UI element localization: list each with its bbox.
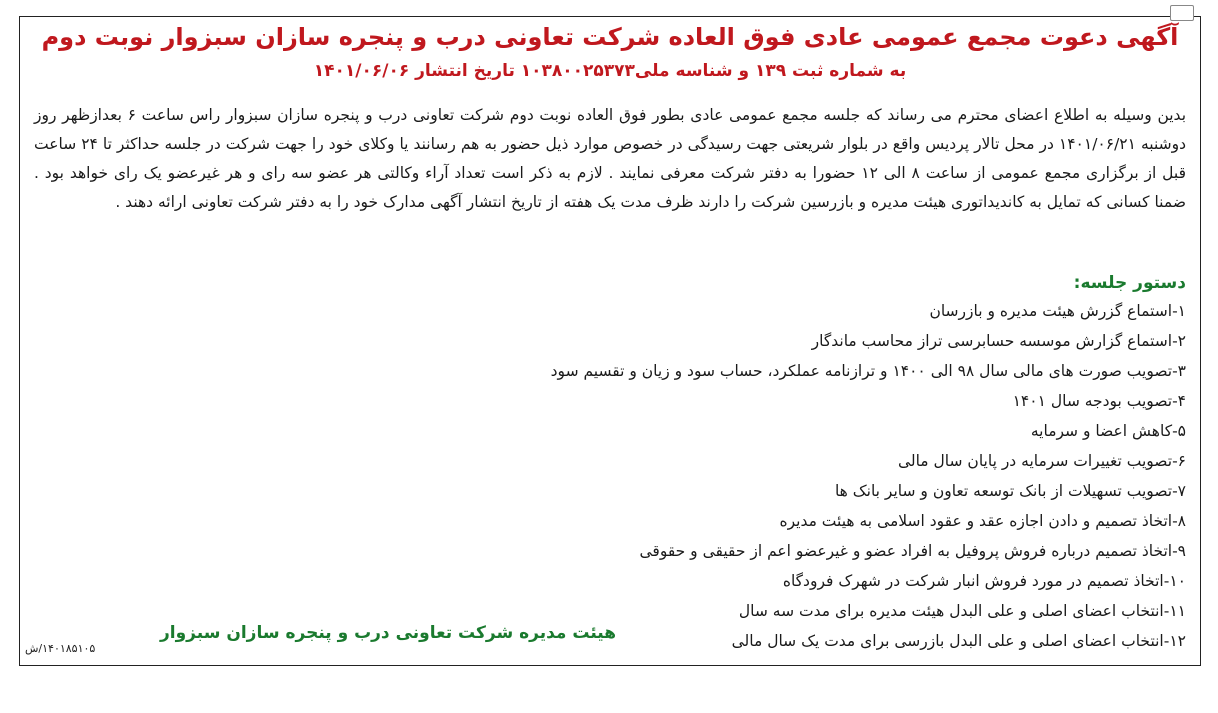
agenda-heading: دستور جلسه: [1073,273,1186,293]
notice-subtitle: به شماره ثبت ۱۳۹ و شناسه ملی۱۰۳۸۰۰۲۵۳۷۳ تاریخ انتشار ۱۴۰۱/۰۶/۰۶ [313,61,907,81]
agenda-item: ۱۱-انتخاب اعضای اصلی و علی البدل هیئت مدیره برای مدت سه سال [738,602,1186,620]
agenda-item: ۵-کاهش اعضا و سرمایه [1030,422,1186,440]
agenda-item: ۳-تصویب صورت های مالی سال ۹۸ الی ۱۴۰۰ و ترازنامه عملکرد، حساب سود و زیان و تقسیم سود [550,362,1186,380]
agenda-item: ۹-اتخاذ تصمیم درباره فروش پروفیل به افراد عضو و غیرعضو اعم از حقیقی و حقوقی [639,542,1186,560]
agenda-list [551,296,1186,656]
signature: هیئت مدیره شرکت تعاونی درب و پنجره سازان سبزوار [160,623,617,643]
agenda-item: ۱-استماع گزرش هیئت مدیره و بازرسان [929,302,1186,320]
notice-box [19,16,1201,666]
agenda-item: ۷-تصویب تسهیلات از بانک توسعه تعاون و سایر بانک ها [834,482,1186,500]
notice-code: ۱۴۰۱۸۵۱۰۵/ش [25,642,96,655]
agenda-item: ۴-تصویب بودجه سال ۱۴۰۱ [1012,392,1186,410]
agenda-item: ۸-اتخاذ تصمیم و دادن اجازه عقد و عقود اسلامی به هیئت مدیره [779,512,1186,530]
corner-tab-icon [1170,5,1194,21]
agenda-item: ۶-تصویب تغییرات سرمایه در پایان سال مالی [897,452,1186,470]
notice-title: آگهی دعوت مجمع عمومی عادی فوق العاده شرکت تعاونی درب و پنجره سازان سبزوار نوبت دوم [41,23,1179,51]
agenda-item: ۱۰-اتخاذ تصمیم در مورد فروش انبار شرکت در شهرک فرودگاه [782,572,1186,590]
agenda-item: ۱۲-انتخاب اعضای اصلی و علی البدل بازرسی برای مدت یک سال مالی [731,632,1186,650]
notice-body: بدین وسیله به اطلاع اعضای محترم می رساند که جلسه مجمع عمومی عادی بطور فوق العاده نوبت دوم شرکت تعاونی درب و پنجره سازان سبزوار راس ساعت ۶ بعدازظهر روز دوشنبه ۱۴۰۱/۰۶/۲۱ در محل تالار پردیس واقع در بلوار شریعتی جهت رسیدگی در خصوص موارد ذیل حضور به هم رسانند یا وکلای خود را جهت شرکت در جلسه حداکثر تا ۲۴ ساعت قبل از برگزاری مجمع عمومی از ساعت ۸ الی ۱۲ حضورا به دفتر شرکت معرفی نمایند . لازم به ذکر است تعداد آراء وکالتی هر عضو سه رای و هر غیرعضو یک رای خواهد بود . ضمنا کسانی که تمایل به کاندیداتوری هیئت مدیره و بازرسین شرکت را دارند ظرف مدت یک هفته از تاریخ انتشار آگهی مدارک خود را به دفتر شرکت تعاونی ارائه دهند . [34,106,1187,211]
agenda-item: ۲-استماع گزارش موسسه حسابرسی تراز محاسب ماندگار [811,332,1186,350]
